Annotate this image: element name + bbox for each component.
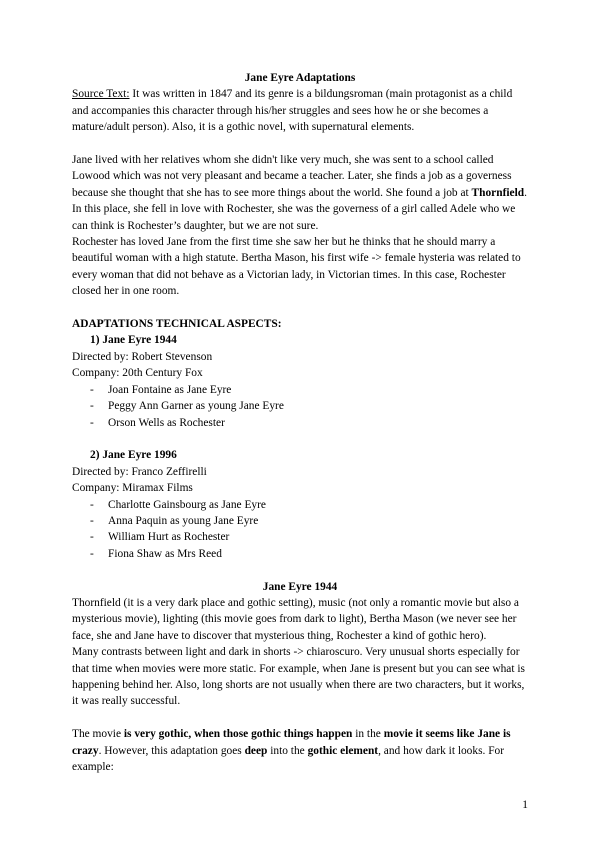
film-1996-company: Company: Miramax Films (72, 482, 193, 495)
analysis-paragraph-2: Many contrasts between light and dark in shorts -> chiaroscuro. Very unusual shorts especially for that time when movies were more static. For example, when Jane is present but you can see what is happening behind her. Also, long shorts are not usually when there are two characters, but it works, it was really successful. (72, 646, 525, 708)
list-item (72, 546, 528, 562)
page-number: 1 (522, 799, 528, 811)
film-1996-cast-list (72, 497, 528, 563)
film-1944-cast-list (72, 382, 528, 431)
film-1944-heading: 1) Jane Eyre 1944 (90, 334, 177, 347)
plain-text: The movie (72, 728, 124, 741)
list-item (72, 415, 528, 431)
source-text: It was written in 1847 and its genre is a bildungsroman (main protagonist as a child and accompanies this character through his/her struggles and sees how he or she becomes a mature/adult person). Also, it is a gothic novel, with supernatural elements. (72, 88, 513, 134)
dash-marker: - (90, 383, 94, 396)
cast-member: Orson Wells as Rochester (108, 416, 225, 429)
list-item (72, 398, 528, 414)
plain-text: in the (352, 728, 384, 741)
plain-text: into the (267, 744, 308, 757)
bold-text: deep (244, 744, 268, 757)
list-item (72, 382, 528, 398)
plain-text: . However, this adaptation goes (98, 744, 245, 757)
plain-text: , and how dark it looks. (378, 744, 486, 757)
analysis-paragraph-3 (72, 726, 528, 775)
bold-text: gothic element (307, 744, 379, 757)
analysis-paragraph-1: Thornfield (it is a very dark place and gothic setting), music (not only a romantic movie but also a mysterious movie), lighting (this movie goes from dark to light), Bertha Mason (we never see her face, she and Jane have to discover that mysterious thing, Rochester a kind of gothic hero). (72, 596, 519, 642)
cast-member: Fiona Shaw as Mrs Reed (108, 547, 222, 560)
film-1944-director: Directed by: Robert Stevenson (72, 350, 213, 363)
dash-marker: - (90, 498, 94, 511)
list-item (72, 513, 528, 529)
bold-text: is very gothic, when those gothic things happen (123, 728, 353, 741)
cast-member: Charlotte Gainsbourg as Jane Eyre (108, 498, 266, 511)
film-1996-heading: 2) Jane Eyre 1996 (90, 449, 177, 462)
summary-text: Jane lived with her relatives whom she didn't like very much, she was sent to a school called Lowood which was not very pleasant and became a teacher. Later, she finds a job as a governess because she thought that she has to see more things about the world. She found a job at (72, 154, 512, 199)
summary-text: . In this place, she fell in love with Rochester, she was the governess of a girl called Adele who we can think is Rochester’s daughter, but we are not sure. (72, 186, 527, 232)
film-1996-director: Directed by: Franco Zeffirelli (72, 465, 207, 478)
film-1944-company: Company: 20th Century Fox (72, 367, 203, 380)
bold-text: movie it seems like Jane is crazy (72, 728, 511, 757)
summary-paragraph-1 (72, 152, 528, 234)
dash-marker: - (90, 514, 94, 527)
dash-marker: - (90, 531, 94, 544)
plain-text: For example: (72, 744, 505, 773)
technical-heading: ADAPTATIONS TECHNICAL ASPECTS: (72, 318, 282, 331)
analysis-heading: Jane Eyre 1944 (262, 580, 338, 593)
cast-member: William Hurt as Rochester (108, 531, 230, 544)
thornfield-bold: Thornfield (471, 186, 525, 199)
source-paragraph (72, 86, 528, 135)
document-page (72, 70, 528, 775)
cast-member: Anna Paquin as young Jane Eyre (108, 514, 259, 527)
list-item (72, 497, 528, 513)
list-item (72, 529, 528, 545)
dash-marker: - (90, 416, 94, 429)
dash-marker: - (90, 400, 94, 413)
document-title: Jane Eyre Adaptations (244, 72, 356, 84)
cast-member: Joan Fontaine as Jane Eyre (108, 383, 232, 396)
source-label: Source Text: (72, 88, 130, 101)
dash-marker: - (90, 547, 94, 560)
summary-paragraph-2: Rochester has loved Jane from the first time she saw her but he thinks that he should marry a beautiful woman with a high statute. Bertha Mason, his first wife -> female hysteria was related to every woman that did not behave as a Victorian lady, in Victorian times. In this case, Rochester closed her in one room. (72, 236, 521, 298)
cast-member: Peggy Ann Garner as young Jane Eyre (108, 400, 284, 413)
